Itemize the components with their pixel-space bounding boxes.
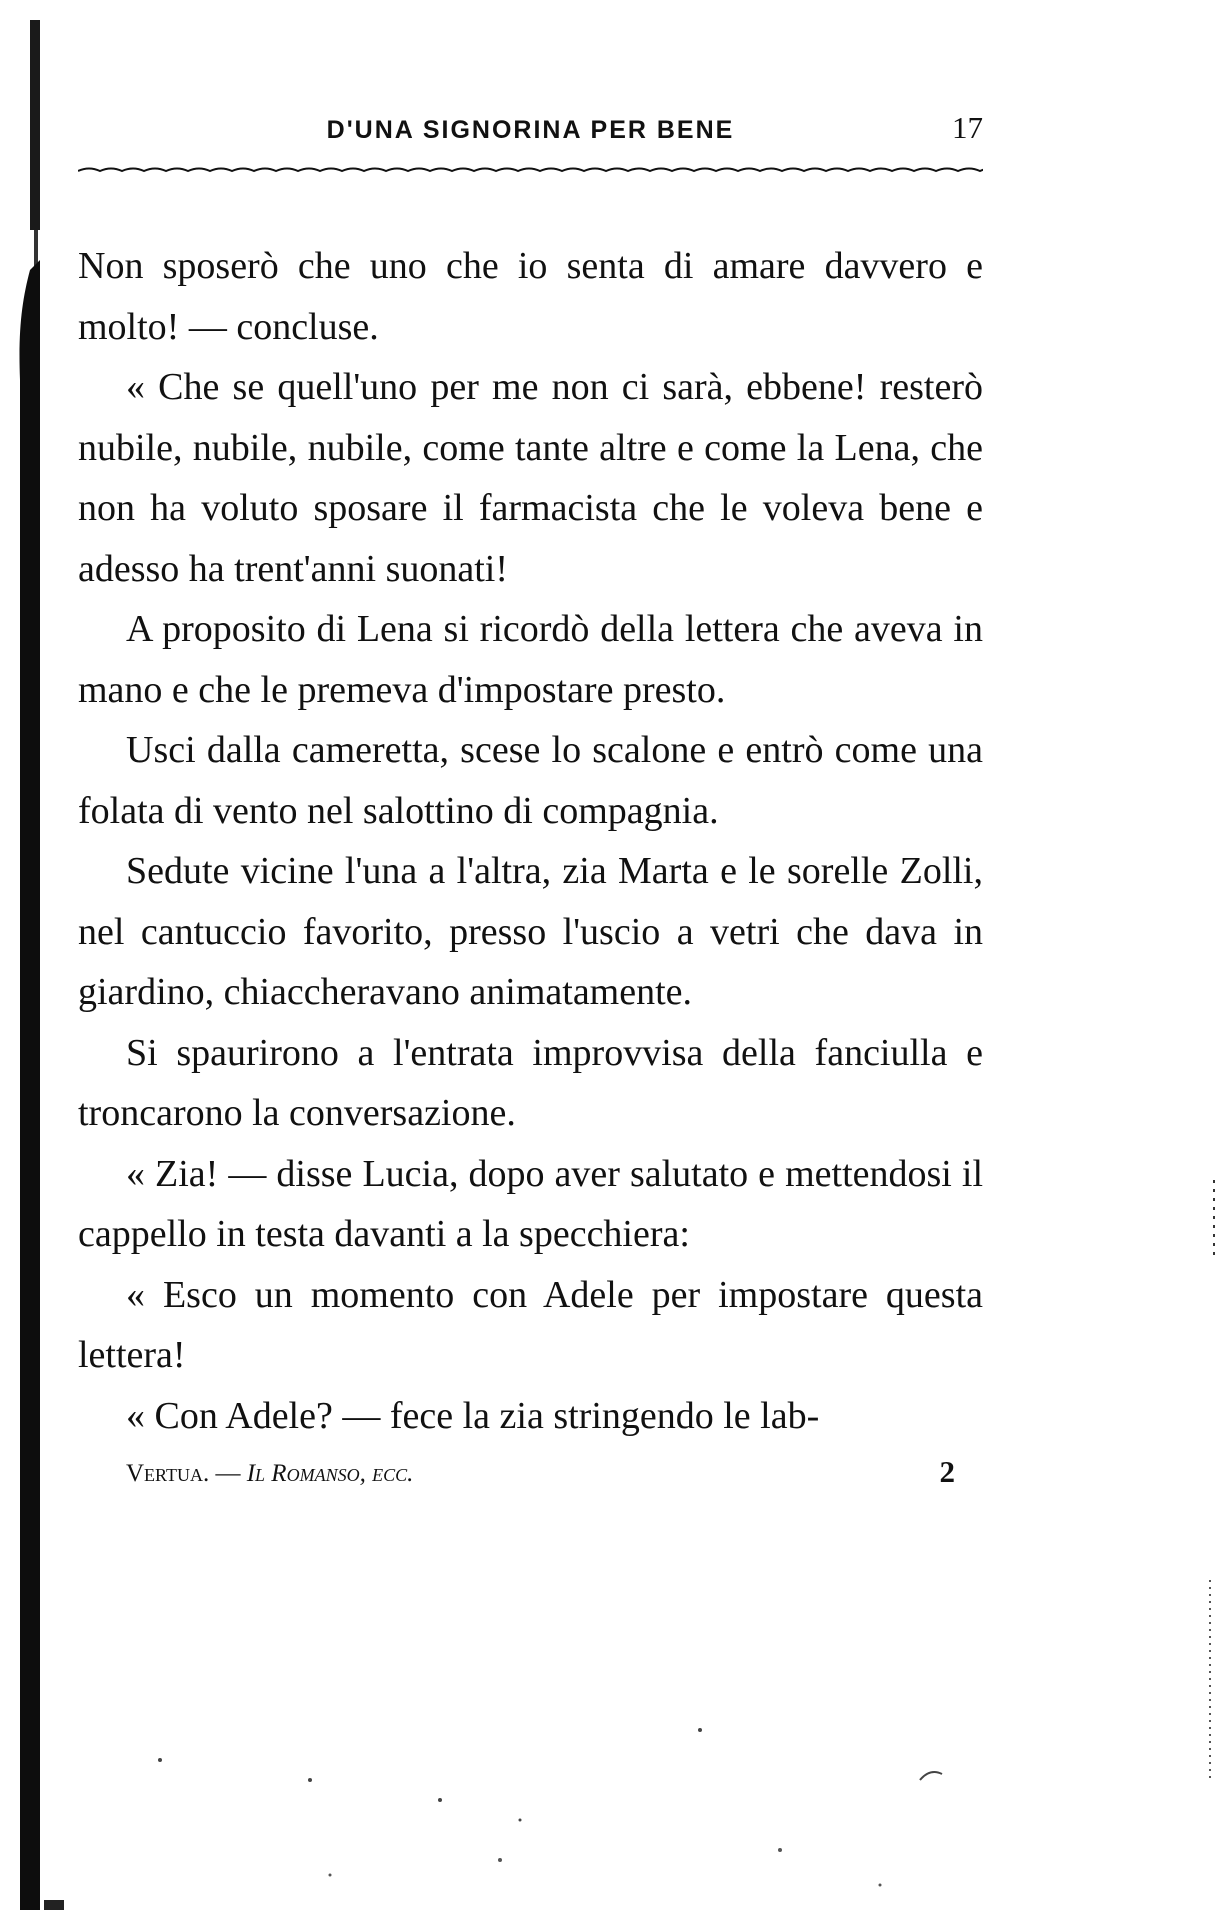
body-text: [78, 236, 983, 1446]
page-footer: [78, 1454, 983, 1504]
paragraph: « Che se quell'uno per me non ci sarà, ebbene! resterò nubile, nubile, nubile, come tante altre e come la Lena, che non ha voluto sposare il farmacista che le voleva bene e adesso ha trent'anni suonati!: [78, 366, 983, 590]
paragraph: « Esco un momento con Adele per impostare questa lettera!: [78, 1273, 983, 1376]
book-page: [78, 100, 983, 1504]
paragraph: Non sposerò che uno che io senta di amare davvero e molto! — concluse.: [78, 245, 983, 348]
signature-mark: 2: [939, 1454, 955, 1489]
paragraph: A proposito di Lena si ricordò della lettera che aveva in mano e che le premeva d'impostare presto.: [78, 608, 983, 711]
paragraph: « Zia! — disse Lucia, dopo aver salutato e mettendosi il cappello in testa davanti a la specchiera:: [78, 1152, 983, 1255]
book-binding-edge: [0, 0, 80, 1910]
running-title: D'UNA SIGNORINA PER BENE: [326, 116, 735, 144]
footer-signature-line: [126, 1460, 413, 1488]
paragraph: Si spaurirono a l'entrata improvvisa della fanciulla e troncarono la conversazione.: [78, 1031, 983, 1134]
paragraph: « Con Adele? — fece la zia stringendo le lab-: [126, 1394, 820, 1437]
wavy-rule-divider: [78, 156, 983, 186]
paragraph: Usci dalla cameretta, scese lo scalone e entrò come una folata di vento nel salottino di compagnia.: [78, 729, 983, 832]
footer-work-title: Il Romanso, ecc.: [246, 1460, 414, 1487]
paragraph: Sedute vicine l'una a l'altra, zia Marta e le sorelle Zolli, nel cantuccio favorito, presso l'uscio a vetri che dava in giardino, chiaccheravano animatamente.: [78, 850, 983, 1013]
page-edge-specks: [1180, 1180, 1220, 1780]
footer-author: Vertua. —: [126, 1460, 241, 1487]
scan-specks: [0, 1700, 1220, 1910]
page-number: 17: [952, 110, 983, 145]
running-header: [78, 100, 983, 160]
